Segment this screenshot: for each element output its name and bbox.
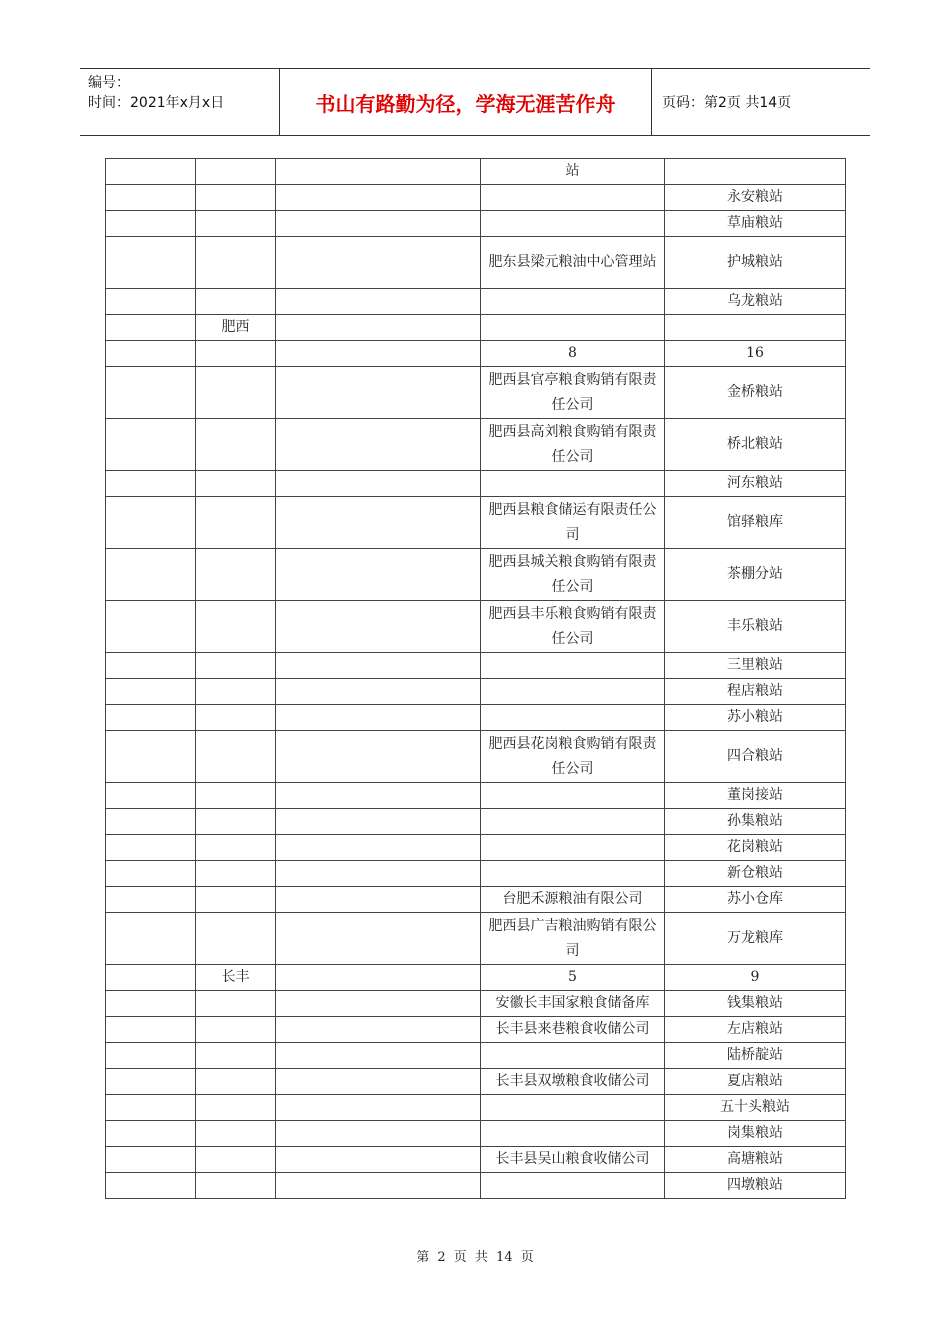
table-cell xyxy=(106,705,196,731)
table-row xyxy=(106,367,846,419)
table-row xyxy=(106,1121,846,1147)
table-cell xyxy=(276,1121,481,1147)
table-cell: 护城粮站 xyxy=(665,237,846,289)
table-cell xyxy=(276,1147,481,1173)
table-cell xyxy=(196,679,276,705)
table-cell xyxy=(106,653,196,679)
table-cell xyxy=(481,835,665,861)
table-cell xyxy=(276,471,481,497)
table-row xyxy=(106,315,846,341)
table-cell xyxy=(276,341,481,367)
table-cell xyxy=(276,913,481,965)
table-cell xyxy=(106,1043,196,1069)
table-cell xyxy=(196,497,276,549)
table-cell xyxy=(106,419,196,471)
table-cell xyxy=(276,965,481,991)
table-cell xyxy=(196,289,276,315)
header-meta xyxy=(80,69,280,135)
table-cell: 苏小仓库 xyxy=(665,887,846,913)
table-row xyxy=(106,185,846,211)
table-cell: 乌龙粮站 xyxy=(665,289,846,315)
table-cell xyxy=(106,1095,196,1121)
table-row xyxy=(106,289,846,315)
code-label: 编号： xyxy=(88,75,130,91)
table-cell xyxy=(106,159,196,185)
table-cell: 肥西县城关粮食购销有限责任公司 xyxy=(481,549,665,601)
table-cell xyxy=(481,185,665,211)
table-cell xyxy=(106,861,196,887)
table-body xyxy=(106,159,846,1199)
table-cell xyxy=(481,679,665,705)
table-cell: 台肥禾源粮油有限公司 xyxy=(481,887,665,913)
table-cell xyxy=(276,237,481,289)
table-cell xyxy=(106,1017,196,1043)
table-cell: 苏小粮站 xyxy=(665,705,846,731)
table-cell xyxy=(196,835,276,861)
table-cell xyxy=(196,419,276,471)
table-cell xyxy=(106,471,196,497)
table-cell xyxy=(196,211,276,237)
table-cell: 草庙粮站 xyxy=(665,211,846,237)
table-row xyxy=(106,835,846,861)
table-row xyxy=(106,549,846,601)
table-cell xyxy=(276,211,481,237)
table-cell xyxy=(276,835,481,861)
table-row xyxy=(106,653,846,679)
table-cell: 肥西 xyxy=(196,315,276,341)
table-cell: 9 xyxy=(665,965,846,991)
table-row xyxy=(106,237,846,289)
table-cell xyxy=(106,991,196,1017)
table-cell xyxy=(106,1121,196,1147)
table-cell xyxy=(276,549,481,601)
table-cell xyxy=(276,809,481,835)
table-cell xyxy=(276,1173,481,1199)
table-cell xyxy=(106,497,196,549)
table-cell: 8 xyxy=(481,341,665,367)
table-cell xyxy=(276,679,481,705)
table-cell: 肥东县梁元粮油中心管理站 xyxy=(481,237,665,289)
table-cell: 桥北粮站 xyxy=(665,419,846,471)
table-cell xyxy=(196,471,276,497)
table-cell: 茶棚分站 xyxy=(665,549,846,601)
header-page-info: 页码：第2页 共14页 xyxy=(662,95,792,111)
table-row xyxy=(106,211,846,237)
table-cell xyxy=(276,419,481,471)
table-cell: 陆桥靛站 xyxy=(665,1043,846,1069)
table-cell: 万龙粮库 xyxy=(665,913,846,965)
table-cell: 永安粮站 xyxy=(665,185,846,211)
table-cell xyxy=(106,965,196,991)
table-cell xyxy=(276,1095,481,1121)
table-cell xyxy=(196,887,276,913)
table-row xyxy=(106,809,846,835)
table-cell: 花岗粮站 xyxy=(665,835,846,861)
table-cell xyxy=(106,341,196,367)
table-cell xyxy=(276,705,481,731)
table-cell xyxy=(481,809,665,835)
table-row xyxy=(106,679,846,705)
table-cell xyxy=(106,679,196,705)
table-cell: 肥西县花岗粮食购销有限责任公司 xyxy=(481,731,665,783)
table-cell xyxy=(106,211,196,237)
table-row xyxy=(106,887,846,913)
table-row xyxy=(106,471,846,497)
table-row xyxy=(106,1017,846,1043)
table-row xyxy=(106,497,846,549)
table-cell: 馆驿粮库 xyxy=(665,497,846,549)
table-cell xyxy=(481,471,665,497)
table-cell xyxy=(196,1095,276,1121)
table-cell xyxy=(276,289,481,315)
table-cell: 肥西县官亭粮食购销有限责任公司 xyxy=(481,367,665,419)
table-cell xyxy=(276,861,481,887)
table-cell xyxy=(106,913,196,965)
table-cell xyxy=(276,1017,481,1043)
table-row xyxy=(106,159,846,185)
table-cell xyxy=(276,783,481,809)
table-cell: 高塘粮站 xyxy=(665,1147,846,1173)
table-cell xyxy=(106,289,196,315)
table-cell xyxy=(481,783,665,809)
table-cell: 丰乐粮站 xyxy=(665,601,846,653)
table-cell xyxy=(481,653,665,679)
table-cell xyxy=(276,991,481,1017)
table-cell: 四墩粮站 xyxy=(665,1173,846,1199)
table-cell xyxy=(196,185,276,211)
table-cell xyxy=(106,1069,196,1095)
table-cell xyxy=(276,601,481,653)
table-cell xyxy=(481,315,665,341)
grain-station-table xyxy=(105,158,846,1199)
page-header xyxy=(80,68,870,136)
table-cell: 肥西县广吉粮油购销有限公司 xyxy=(481,913,665,965)
table-cell: 四合粮站 xyxy=(665,731,846,783)
table-cell: 金桥粮站 xyxy=(665,367,846,419)
table-cell xyxy=(481,1095,665,1121)
table-cell xyxy=(481,705,665,731)
table-cell: 河东粮站 xyxy=(665,471,846,497)
table-cell: 岗集粮站 xyxy=(665,1121,846,1147)
table-cell: 长丰县双墩粮食收储公司 xyxy=(481,1069,665,1095)
table-row xyxy=(106,1173,846,1199)
table-cell xyxy=(196,159,276,185)
time-label: 时间：2021年x月x日 xyxy=(88,95,225,111)
table-cell: 16 xyxy=(665,341,846,367)
table-cell xyxy=(196,367,276,419)
table-cell xyxy=(106,237,196,289)
table-cell xyxy=(196,653,276,679)
table-cell xyxy=(196,1173,276,1199)
table-row xyxy=(106,601,846,653)
table-row xyxy=(106,991,846,1017)
table-cell: 长丰 xyxy=(196,965,276,991)
table-cell xyxy=(276,185,481,211)
table-cell xyxy=(196,705,276,731)
table-cell xyxy=(196,861,276,887)
table-cell xyxy=(196,809,276,835)
table-cell xyxy=(196,341,276,367)
table-cell: 肥西县粮食储运有限责任公司 xyxy=(481,497,665,549)
table-row xyxy=(106,861,846,887)
table-cell xyxy=(196,601,276,653)
table-cell: 董岗接站 xyxy=(665,783,846,809)
table-row xyxy=(106,913,846,965)
table-row xyxy=(106,1095,846,1121)
table-cell xyxy=(196,1017,276,1043)
table-cell xyxy=(196,1121,276,1147)
table-cell xyxy=(276,653,481,679)
table-cell xyxy=(196,1069,276,1095)
header-motto: 书山有路勤为径，学海无涯苦作舟 xyxy=(280,69,652,135)
table-cell xyxy=(196,1043,276,1069)
table-cell xyxy=(481,211,665,237)
table-cell: 5 xyxy=(481,965,665,991)
table-cell: 长丰县吴山粮食收储公司 xyxy=(481,1147,665,1173)
table-cell xyxy=(481,1121,665,1147)
table-cell xyxy=(196,783,276,809)
table-cell: 钱集粮站 xyxy=(665,991,846,1017)
table-cell xyxy=(106,809,196,835)
table-cell xyxy=(106,887,196,913)
table-cell: 肥西县丰乐粮食购销有限责任公司 xyxy=(481,601,665,653)
table-cell xyxy=(106,1173,196,1199)
table-cell xyxy=(196,1147,276,1173)
table-row xyxy=(106,731,846,783)
table-cell xyxy=(276,1069,481,1095)
table-row xyxy=(106,419,846,471)
table-cell: 左店粮站 xyxy=(665,1017,846,1043)
table-cell xyxy=(276,315,481,341)
table-cell xyxy=(106,549,196,601)
table-cell xyxy=(276,367,481,419)
table-cell: 安徽长丰国家粮食储备库 xyxy=(481,991,665,1017)
table-cell xyxy=(481,1043,665,1069)
table-row xyxy=(106,1043,846,1069)
table-row xyxy=(106,1069,846,1095)
table-cell: 程店粮站 xyxy=(665,679,846,705)
table-row xyxy=(106,965,846,991)
table-cell xyxy=(481,1173,665,1199)
table-cell xyxy=(196,237,276,289)
table-cell xyxy=(196,731,276,783)
table-row xyxy=(106,1147,846,1173)
table-cell: 新仓粮站 xyxy=(665,861,846,887)
table-row xyxy=(106,783,846,809)
table-cell xyxy=(276,731,481,783)
table-cell xyxy=(665,159,846,185)
table-cell: 五十头粮站 xyxy=(665,1095,846,1121)
table-cell xyxy=(106,835,196,861)
table-cell: 夏店粮站 xyxy=(665,1069,846,1095)
table-cell xyxy=(276,1043,481,1069)
table-cell xyxy=(106,783,196,809)
table-cell xyxy=(196,991,276,1017)
table-cell xyxy=(106,185,196,211)
table-cell xyxy=(276,497,481,549)
table-row xyxy=(106,705,846,731)
table-cell xyxy=(196,913,276,965)
page-footer: 第 2 页 共 14 页 xyxy=(416,1250,534,1265)
table-cell: 肥西县高刘粮食购销有限责任公司 xyxy=(481,419,665,471)
table-cell: 站 xyxy=(481,159,665,185)
table-row xyxy=(106,341,846,367)
table-cell xyxy=(106,367,196,419)
table-cell xyxy=(106,601,196,653)
table-cell xyxy=(106,1147,196,1173)
table-cell xyxy=(276,887,481,913)
table-cell xyxy=(276,159,481,185)
table-cell xyxy=(665,315,846,341)
table-cell: 孙集粮站 xyxy=(665,809,846,835)
table-cell xyxy=(106,731,196,783)
table-cell xyxy=(196,549,276,601)
table-cell xyxy=(106,315,196,341)
table-cell: 三里粮站 xyxy=(665,653,846,679)
table-cell xyxy=(481,289,665,315)
table-cell: 长丰县来巷粮食收储公司 xyxy=(481,1017,665,1043)
table-cell xyxy=(481,861,665,887)
